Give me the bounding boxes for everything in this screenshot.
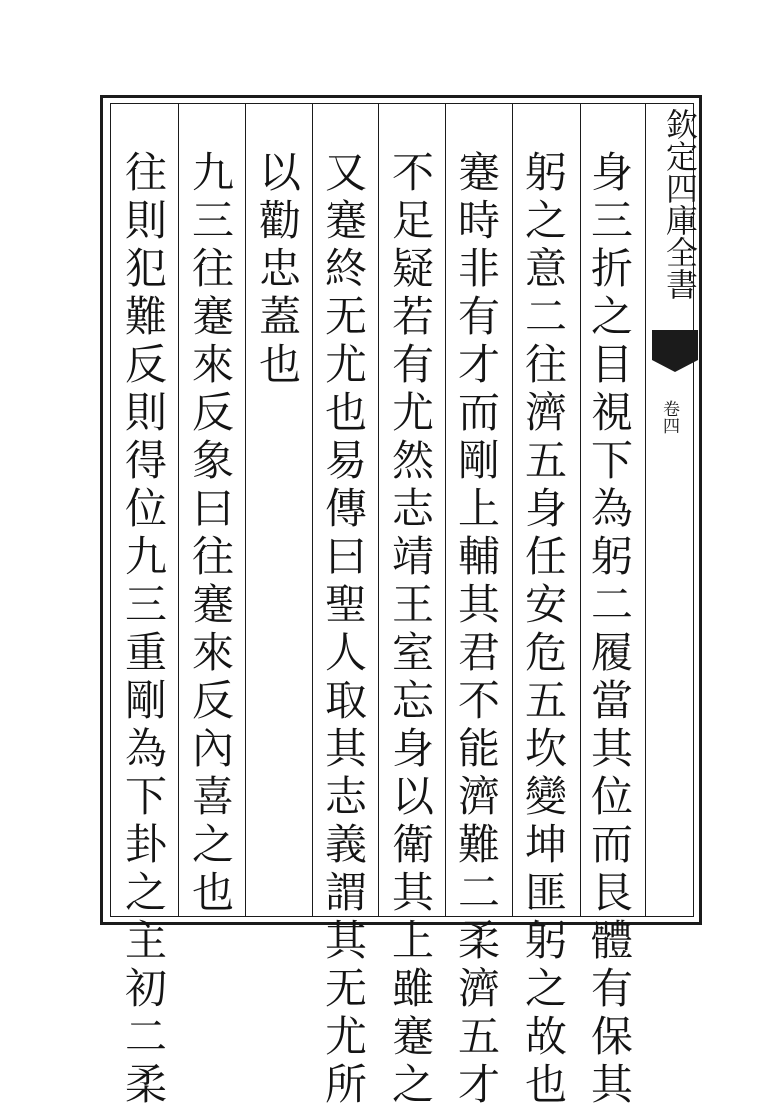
- column-rule: [512, 103, 513, 917]
- column-rule: [378, 103, 379, 917]
- column-rule: [580, 103, 581, 917]
- text-column: 不足疑若有尤然志靖王室忘身以衛其上雖蹇之: [386, 150, 435, 1110]
- volume-label: 卷四: [659, 400, 679, 434]
- fishtail-mark: [652, 330, 698, 360]
- column-rule: [245, 103, 246, 917]
- text-column: 九三往蹇來反象曰往蹇來反內喜之也: [186, 150, 235, 918]
- book-title: 欽定四庫全書: [661, 108, 699, 300]
- column-rule: [178, 103, 179, 917]
- column-rule: [312, 103, 313, 917]
- text-column: 又蹇終无尤也易傳曰聖人取其志義謂其无尤所: [319, 150, 368, 1110]
- column-rule: [645, 103, 646, 917]
- text-column: 往則犯難反則得位九三重剛為下卦之主初二柔: [119, 150, 168, 1110]
- text-column: 身三折之目視下為躬二履當其位而艮體有保其: [585, 150, 634, 1110]
- text-column: 躬之意二往濟五身任安危五坎變坤匪躬之故也: [519, 150, 568, 1110]
- text-column: 蹇時非有才而剛上輔其君不能濟難二柔濟五才: [452, 150, 501, 1110]
- text-column: 以勸忠蓋也: [253, 150, 302, 390]
- column-rule: [445, 103, 446, 917]
